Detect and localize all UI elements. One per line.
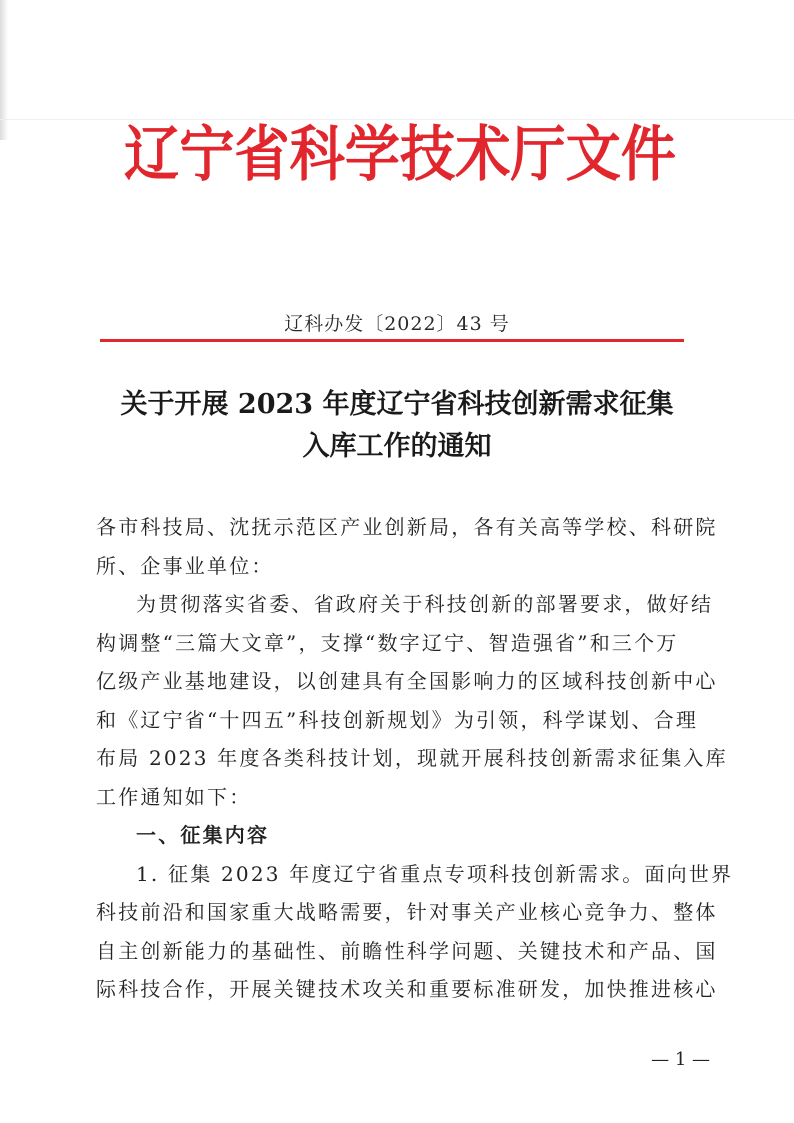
body-line: 科技前沿和国家重大战略需要，针对事关产业核心竞争力、整体 xyxy=(96,900,718,924)
body-line: 1. 征集 2023 年度辽宁省重点专项科技创新需求。面向世界 xyxy=(136,861,734,886)
body-line: 自主创新能力的基础性、前瞻性科学问题、关键技术和产品、国 xyxy=(96,938,718,963)
body-line: 构调整“三篇大文章”，支撑“数字辽宁、智造强省”和三个万 xyxy=(96,630,679,655)
page-number: — 1 — xyxy=(651,1049,710,1070)
body-line: 际科技合作，开展关键技术攻关和重要标准研发，加快推进核心 xyxy=(96,977,718,1001)
red-divider-rule xyxy=(100,339,684,342)
body-line: 工作通知如下： xyxy=(96,784,252,809)
document-header-title: 辽宁省科学技术厅文件 xyxy=(124,120,676,190)
body-line: 为贯彻落实省委、省政府关于科技创新的部署要求，做好结 xyxy=(136,592,714,616)
body-line: 亿级产业基地建设，以创建具有全国影响力的区域科技创新中心 xyxy=(96,669,718,693)
notice-body xyxy=(96,508,734,1009)
addressee-line: 各市科技局、沈抚示范区产业创新局，各有关高等学校、科研院 xyxy=(96,515,718,539)
section-heading: 一、征集内容 xyxy=(136,823,270,847)
addressee-line: 所、企事业单位： xyxy=(96,553,274,578)
notice-title-line-2: 入库工作的通知 xyxy=(302,431,492,462)
body-line: 和《辽宁省“十四五”科技创新规划》为引领，科学谋划、合理 xyxy=(96,707,699,732)
document-number: 辽科办发〔2022〕43 号 xyxy=(284,313,510,335)
body-line: 布局 2023 年度各类科技计划，现就开展科技创新需求征集入库 xyxy=(96,746,728,770)
notice-title xyxy=(90,384,704,468)
notice-title-line-1: 关于开展 2023 年度辽宁省科技创新需求征集 xyxy=(120,389,674,420)
